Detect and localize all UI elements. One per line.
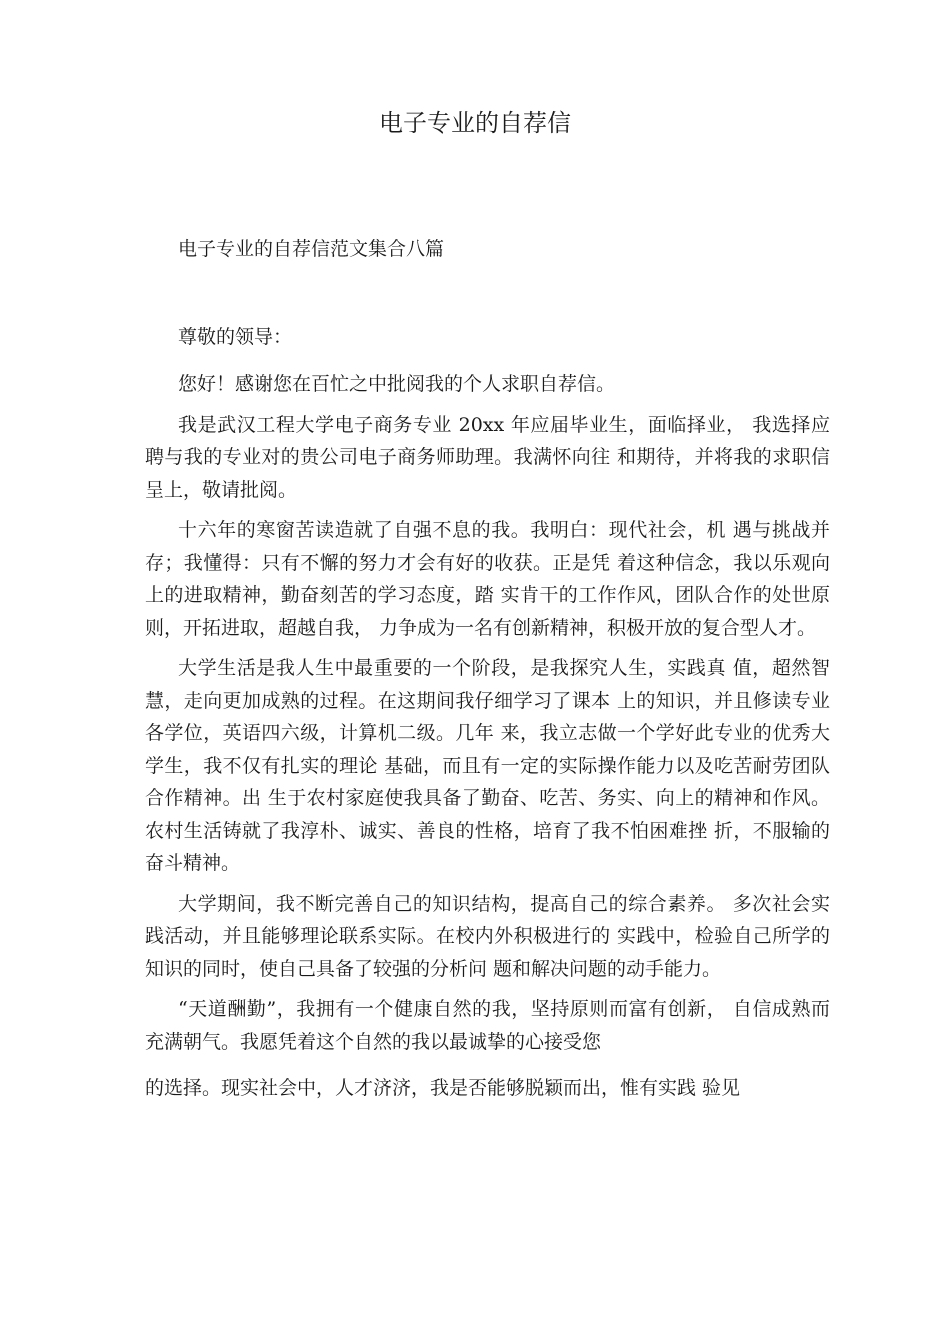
paragraph-introduction: 我是武汉工程大学电子商务专业 20xx 年应届毕业生，面临择业， 我选择应聘与我的专业对的贵公司电子商务师助理。我满怀向往 和期待，并将我的求职信呈上，敬请批阅。 (145, 413, 830, 501)
paragraph-practice: 大学期间，我不断完善自己的知识结构，提高自己的综合素养。 多次社会实践活动，并且能够理论联系实际。在校内外积极进行的 实践中，检验自己所学的知识的同时，使自己具备了较强的分析问 题和解决问题的动手能力。 (145, 892, 830, 980)
document-subtitle: 电子专业的自荐信范文集合八篇 (178, 238, 445, 260)
paragraph-continuation: 的选择。现实社会中，人才济济，我是否能够脱颖而出，惟有实践 验见 (145, 1077, 741, 1099)
paragraph-university-life: 大学生活是我人生中最重要的一个阶段，是我探究人生，实践真 值，超然智慧，走向更加成熟的过程。在这期间我仔细学习了课本 上的知识，并且修读专业各学位，英语四六级，计算机二级。几年 来，我立志做一个学好此专业的优秀大学生，我不仅有扎实的理论 基础，而且有一定的实际操作能力以及吃苦耐劳团队合作精神。出 生于农村家庭使我具备了勤奋、吃苦、务实、向上的精神和作风。 农村生活铸就了我淳朴、诚实、善良的性格，培育了我不怕困难挫 折，不服输的奋斗精神。 (145, 657, 830, 874)
letter-body (145, 368, 830, 1113)
paragraph-diligence: “天道酬勤”，我拥有一个健康自然的我，坚持原则而富有创新， 自信成熟而充满朝气。我愿凭着这个自然的我以最诚挚的心接受您 (145, 998, 830, 1053)
salutation: 尊敬的领导： (178, 326, 293, 348)
document-title: 电子专业的自荐信 (379, 109, 571, 137)
paragraph-greeting: 您好！感谢您在百忙之中批阅我的个人求职自荐信。 (178, 373, 616, 395)
paragraph-self-improvement: 十六年的寒窗苦读造就了自强不息的我。我明白：现代社会，机 遇与挑战并存；我懂得：只有不懈的努力才会有好的收获。正是凭 着这种信念，我以乐观向上的进取精神，勤奋刻苦的学习态度，踏 实肯干的工作作风，团队合作的处世原则，开拓进取，超越自我， 力争成为一名有创新精神，积极开放的复合型人才。 (145, 519, 830, 639)
